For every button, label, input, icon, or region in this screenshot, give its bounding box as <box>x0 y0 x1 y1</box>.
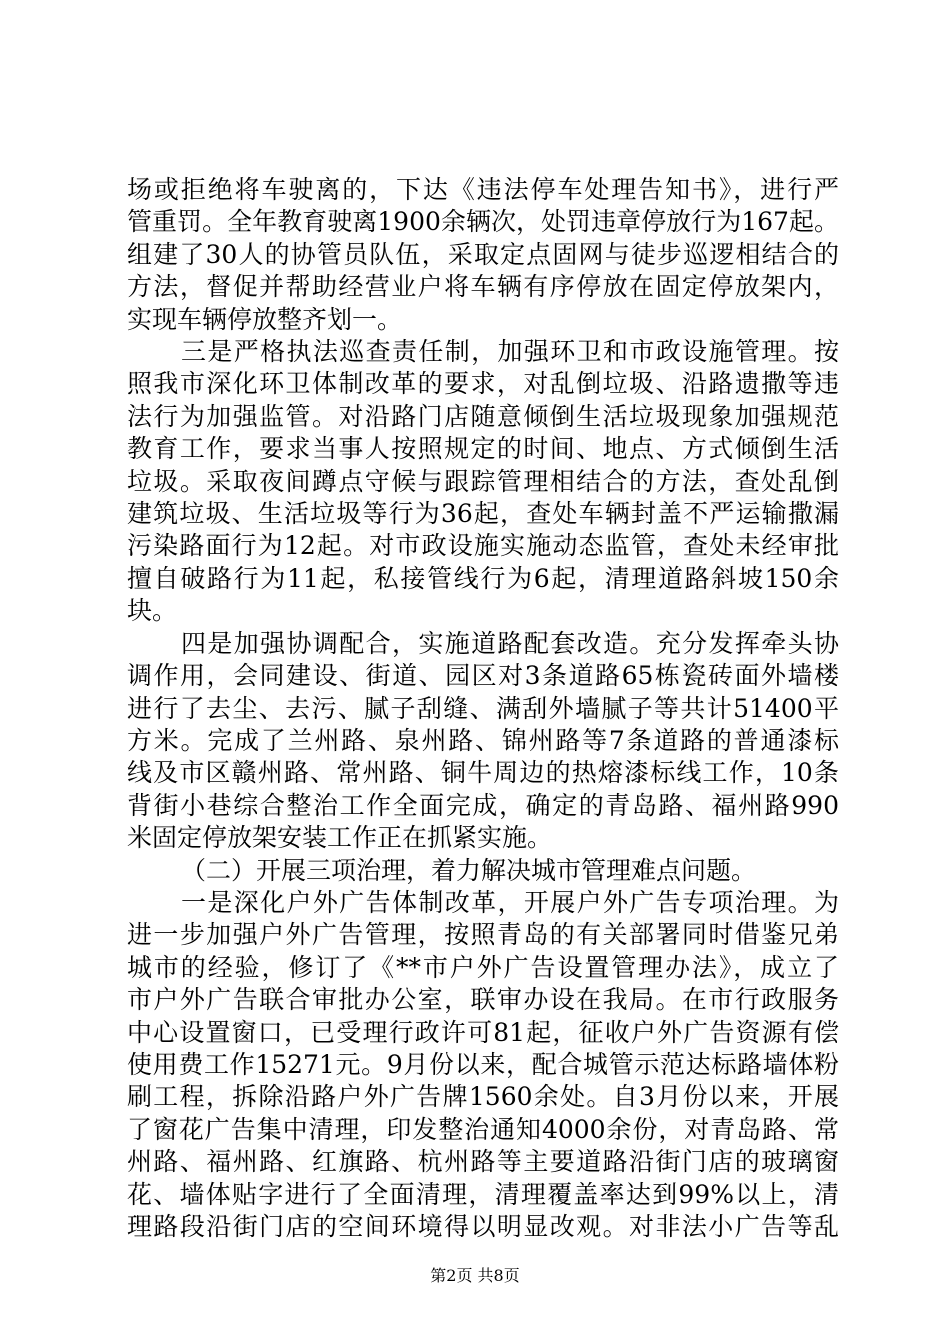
text-line: 一是深化户外广告体制改革，开展户外广告专项治理。为 <box>181 887 839 917</box>
text-line: 法行为加强监管。对沿路门店随意倾倒生活垃圾现象加强规范 <box>127 401 839 431</box>
text-line: 线及市区赣州路、常州路、铜牛周边的热熔漆标线工作，10条 <box>127 758 839 788</box>
text-line: 使用费工作15271元。9月份以来，配合城管示范达标路墙体粉 <box>127 1049 839 1079</box>
text-line: 进一步加强户外广告管理，按照青岛的有关部署同时借鉴兄弟 <box>127 920 839 950</box>
text-line: 了窗花广告集中清理，印发整治通知4000余份，对青岛路、常 <box>127 1114 839 1144</box>
text-line: 照我市深化环卫体制改革的要求，对乱倒垃圾、沿路遗撒等违 <box>127 369 839 399</box>
text-line: 教育工作，要求当事人按照规定的时间、地点、方式倾倒生活 <box>127 434 839 464</box>
text-line: 米固定停放架安装工作正在抓紧实施。 <box>127 823 553 853</box>
text-line: 进行了去尘、去污、腻子刮缝、满刮外墙腻子等共计51400平 <box>127 693 839 723</box>
text-line: 块。 <box>127 596 178 626</box>
section-heading: （二）开展三项治理，着力解决城市管理难点问题。 <box>181 855 757 885</box>
text-line: 方米。完成了兰州路、泉州路、锦州路等7条道路的普通漆标 <box>127 725 839 755</box>
text-line: 垃圾。采取夜间蹲点守候与跟踪管理相结合的方法，查处乱倒 <box>127 466 839 496</box>
text-line: 中心设置窗口，已受理行政许可81起，征收户外广告资源有偿 <box>127 1017 839 1047</box>
text-line: 建筑垃圾、生活垃圾等行为36起，查处车辆封盖不严运输撒漏 <box>127 499 839 529</box>
body-text <box>127 174 839 1243</box>
text-line: 污染路面行为12起。对市政设施实施动态监管，查处未经审批 <box>127 531 839 561</box>
text-line: 背街小巷综合整治工作全面完成，确定的青岛路、福州路990 <box>127 790 839 820</box>
text-line: 理路段沿街门店的空间环境得以明显改观。对非法小广告等乱 <box>127 1212 839 1241</box>
text-line: 四是加强协调配合，实施道路配套改造。充分发挥牵头协 <box>181 628 839 658</box>
text-line: 州路、福州路、红旗路、杭州路等主要道路沿街门店的玻璃窗 <box>127 1147 839 1177</box>
text-line: 场或拒绝将车驶离的，下达《违法停车处理告知书》，进行严 <box>127 175 839 204</box>
text-line: 市户外广告联合审批办公室，联审办设在我局。在市行政服务 <box>127 985 839 1015</box>
text-line: 管重罚。全年教育驶离1900余辆次，处罚违章停放行为167起。 <box>127 207 839 237</box>
text-line: 调作用，会同建设、街道、园区对3条道路65栋瓷砖面外墙楼 <box>127 661 839 691</box>
text-line: 花、墙体贴字进行了全面清理，清理覆盖率达到99%以上，清 <box>127 1179 839 1209</box>
text-line: 三是严格执法巡查责任制，加强环卫和市政设施管理。按 <box>181 337 839 367</box>
text-line: 方法，督促并帮助经营业户将车辆有序停放在固定停放架内， <box>127 272 839 302</box>
text-line: 实现车辆停放整齐划一。 <box>127 304 403 334</box>
page-indicator: 第2页 共8页 <box>430 1266 520 1285</box>
page-footer <box>0 1266 950 1286</box>
text-line: 刷工程，拆除沿路户外广告牌1560余处。自3月份以来，开展 <box>127 1082 839 1112</box>
text-line: 擅自破路行为11起，私接管线行为6起，清理道路斜坡150余 <box>127 563 839 593</box>
text-line: 组建了30人的协管员队伍，采取定点固网与徒步巡逻相结合的 <box>127 239 839 269</box>
text-line: 城市的经验，修订了《**市户外广告设置管理办法》，成立了 <box>127 952 839 982</box>
